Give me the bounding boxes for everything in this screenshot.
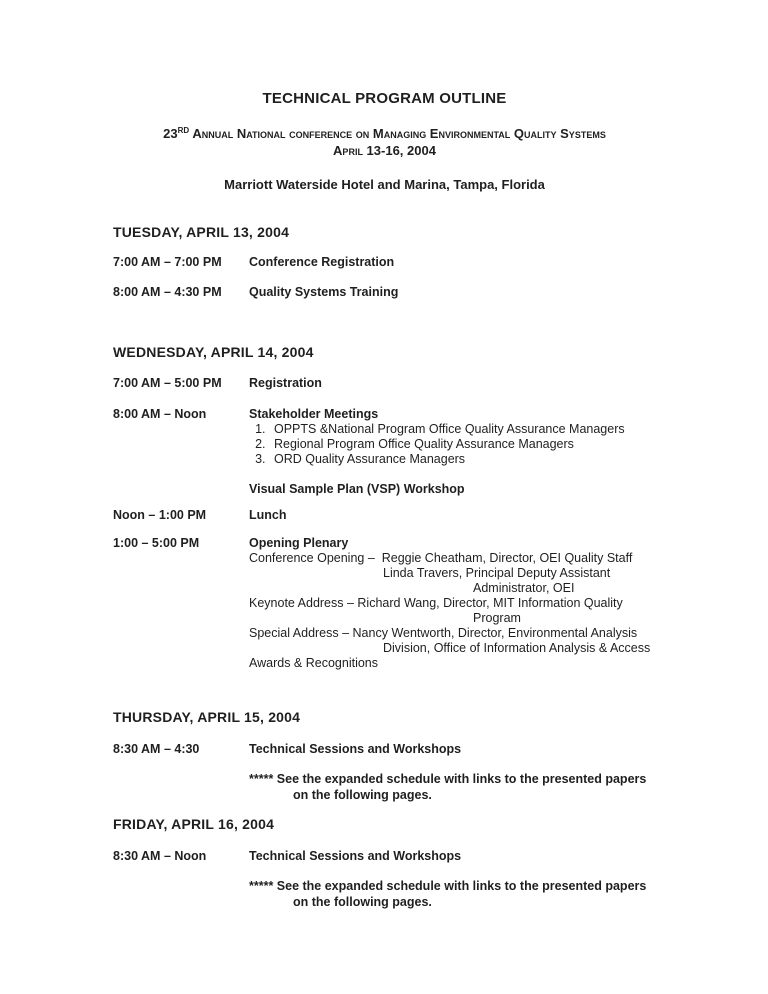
conference-name-text: Annual National conference on Managing Environmental Quality Systems [189, 126, 606, 141]
schedule-row [113, 407, 656, 467]
time-spacer [113, 878, 249, 910]
day-heading-thursday: THURSDAY, APRIL 15, 2004 [113, 709, 301, 725]
note-line: ***** See the expanded schedule with links to the presented papers [249, 879, 647, 893]
plenary-line: Administrator, OEI [473, 581, 575, 595]
day-section-tuesday [113, 225, 656, 300]
time-range: 1:00 – 5:00 PM [113, 536, 200, 550]
venue-line: Marriott Waterside Hotel and Marina, Tampa, Florida [224, 177, 545, 192]
conference-name [113, 122, 656, 142]
schedule-row [113, 482, 656, 497]
event-block [249, 407, 656, 467]
schedule-row [113, 376, 656, 391]
time-spacer [113, 771, 249, 803]
time-range: 7:00 AM – 7:00 PM [113, 255, 222, 269]
schedule-row [113, 536, 656, 671]
day-section-friday [113, 817, 656, 910]
schedule-row [113, 742, 656, 757]
page-title: TECHNICAL PROGRAM OUTLINE [262, 90, 507, 107]
plenary-line: Keynote Address – Richard Wang, Director, MIT Information Quality [249, 596, 623, 610]
plenary-line: Program [473, 611, 521, 625]
event-title: Stakeholder Meetings [249, 407, 379, 421]
day-heading-friday: FRIDAY, APRIL 16, 2004 [113, 816, 275, 832]
note-line: ***** See the expanded schedule with links to the presented papers [249, 772, 647, 786]
event-title: Technical Sessions and Workshops [249, 742, 462, 756]
time-range: 7:00 AM – 5:00 PM [113, 376, 222, 390]
event-title: Lunch [249, 508, 287, 522]
time-range: 8:30 AM – Noon [113, 849, 207, 863]
time-range [113, 482, 249, 497]
note-line: on the following pages. [293, 788, 432, 802]
note-block [249, 878, 656, 910]
plenary-line: Linda Travers, Principal Deputy Assistant [383, 566, 611, 580]
day-heading-tuesday: TUESDAY, APRIL 13, 2004 [113, 224, 290, 240]
schedule-row [113, 285, 656, 300]
day-section-wednesday [113, 345, 656, 671]
schedule-row [113, 508, 656, 523]
list-item: 2. Regional Program Office Quality Assurance Managers [269, 437, 656, 452]
plenary-line: Awards & Recognitions [249, 656, 379, 670]
event-block [249, 536, 656, 671]
plenary-line: Special Address – Nancy Wentworth, Director, Environmental Analysis [249, 626, 638, 640]
day-heading-wednesday: WEDNESDAY, APRIL 14, 2004 [113, 344, 314, 360]
event-title: Visual Sample Plan (VSP) Workshop [249, 482, 465, 496]
event-title: Quality Systems Training [249, 285, 399, 299]
note-line: on the following pages. [293, 895, 432, 909]
day-section-thursday [113, 710, 656, 803]
time-range: 8:00 AM – 4:30 PM [113, 285, 222, 299]
conference-number: 23 [163, 126, 178, 141]
event-title: Technical Sessions and Workshops [249, 849, 462, 863]
plenary-line: Conference Opening – Reggie Cheatham, Director, OEI Quality Staff [249, 551, 633, 565]
event-title: Conference Registration [249, 255, 395, 269]
list-item: 1. OPPTS &National Program Office Quality Assurance Managers [269, 422, 656, 437]
time-range: Noon – 1:00 PM [113, 508, 207, 522]
schedule-row [113, 771, 656, 803]
event-title: Registration [249, 376, 322, 390]
plenary-line: Division, Office of Information Analysis & Access [383, 641, 651, 655]
conference-ordinal: RD [177, 126, 190, 135]
conference-dates: April 13-16, 2004 [333, 143, 436, 158]
schedule-row [113, 878, 656, 910]
schedule-row [113, 849, 656, 864]
list-item: 3. ORD Quality Assurance Managers [269, 452, 656, 467]
note-block [249, 771, 656, 803]
time-range: 8:00 AM – Noon [113, 407, 207, 421]
schedule-row [113, 255, 656, 270]
time-range: 8:30 AM – 4:30 [113, 742, 200, 756]
stakeholder-meeting-list [249, 422, 656, 467]
event-title: Opening Plenary [249, 536, 349, 550]
